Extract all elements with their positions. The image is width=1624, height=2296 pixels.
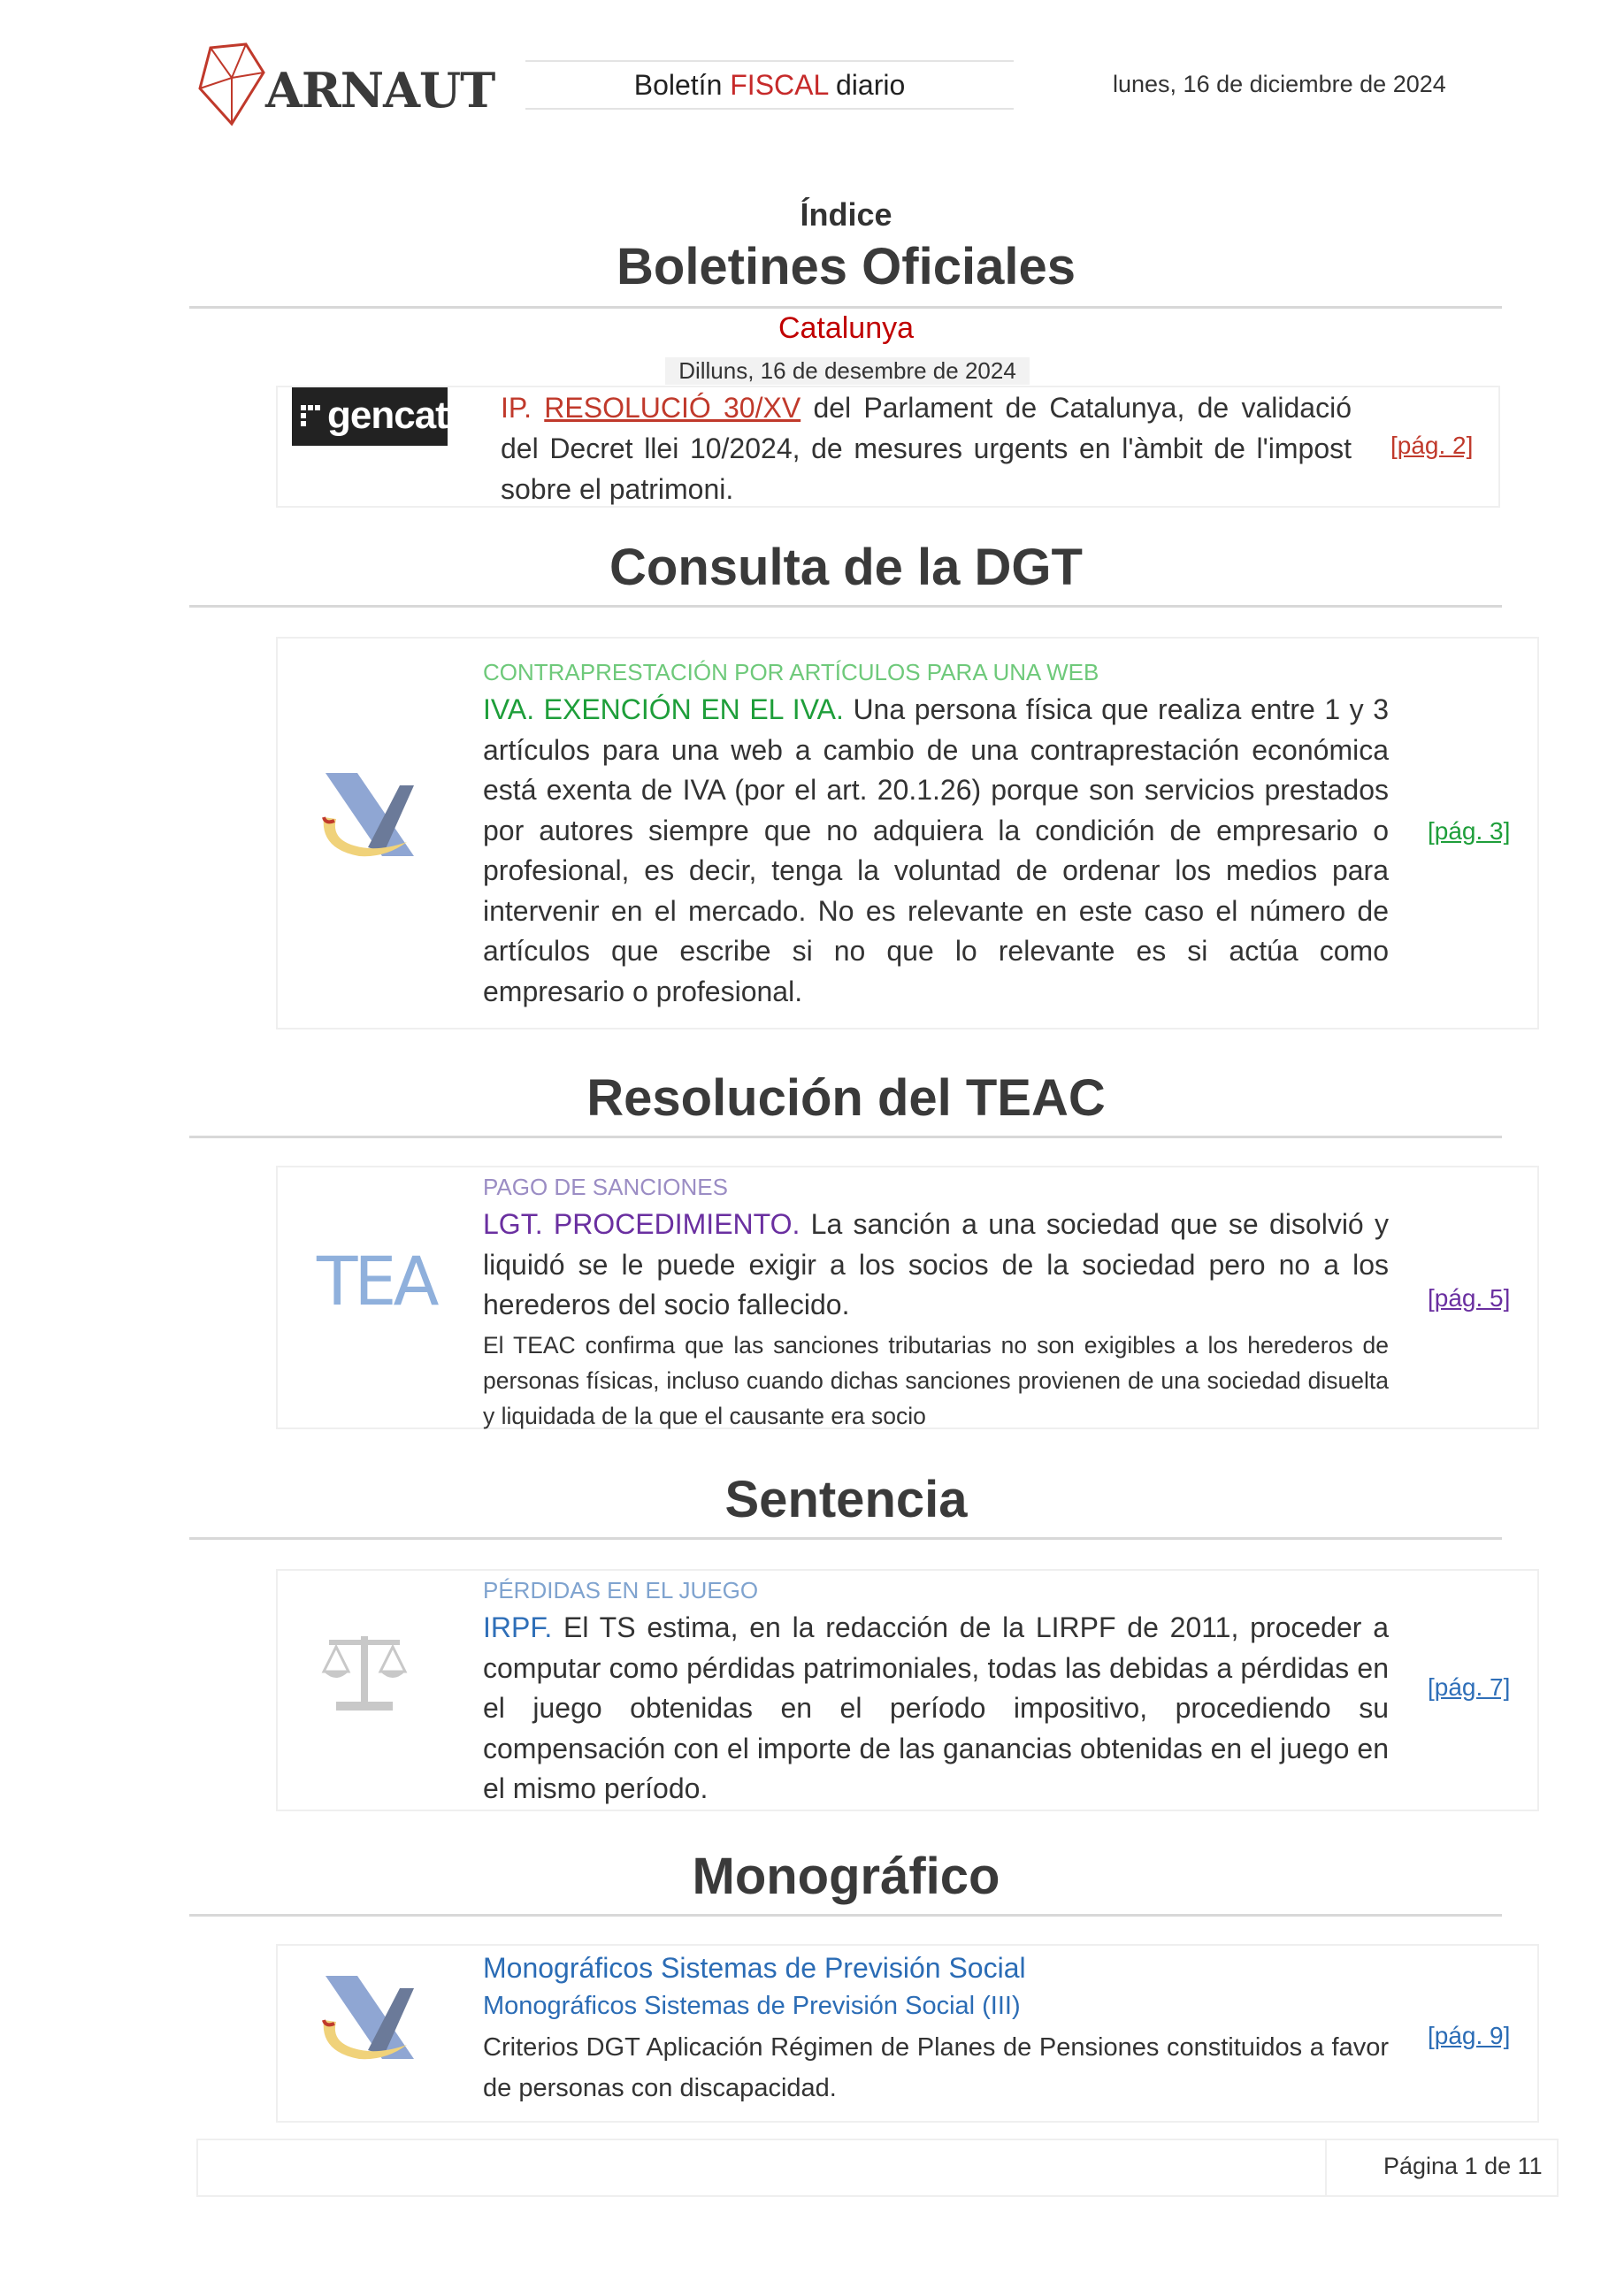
section-title-monografico: Monográfico (692, 1848, 1000, 1905)
section-title-sentencia: Sentencia (724, 1471, 968, 1528)
section-divider (189, 1537, 1502, 1540)
boletin-entry-text: IP. RESOLUCIÓ 30/XV del Parlament de Catalunya, de validació del Decret llei 10/2024, de mesures urgents en l'àmbit de l'impost sobre el patrimoni. (501, 392, 1352, 505)
footer (196, 2139, 1559, 2197)
section-divider (189, 1914, 1502, 1917)
dgt-tag: IVA. EXENCIÓN EN EL IVA. (483, 693, 844, 725)
teac-tag: LGT. PROCEDIMIENTO. (483, 1208, 801, 1240)
section-divider (189, 306, 1502, 309)
arnaut-logo (196, 42, 495, 131)
sentencia-page-ref[interactable]: [pág. 7] (1428, 1673, 1511, 1701)
monografico-description: Criterios DGT Aplicación Régimen de Planes de Pensiones constituidos a favor de personas con discapacidad. (483, 2033, 1389, 2102)
brand-name: ARNAUT (265, 62, 495, 119)
section-title-teac: Resolución del TEAC (586, 1069, 1106, 1127)
dgt-entry-text: CONTRAPRESTACIÓN POR ARTÍCULOS PARA UNA WEB IVA. EXENCIÓN EN EL IVA. Una persona física que realiza entre 1 y 3 artículos para una web a cambio de una contraprestación económica está exenta de IVA (por el art. 20.1.26) porque son servicios prestados por autores siempre que no adquiera la condición de empresario o profesional, es decir, tenga la voluntad de ordenar los medios para intervenir en el mercado. No es relevante en este caso el número de artículos que escribe si no que lo relevante es si actúa como empresario o profesional. (483, 654, 1389, 1012)
page-number: Página 1 de 11 (1383, 2153, 1543, 2179)
bulletin-title: Boletín FISCAL diario (525, 60, 1014, 110)
aeat-logo-icon (315, 1971, 421, 2068)
region-label: Catalunya (778, 311, 915, 345)
dgt-page-ref[interactable]: [pág. 3] (1428, 817, 1511, 845)
teac-entry-text: PAGO DE SANCIONES LGT. PROCEDIMIENTO. La sanción a una sociedad que se disolvió y liquidó se le puede exigir a los socios de la sociedad pero no a los herederos del socio fallecido. El TEAC confirma que las sanciones tributarias no son exigibles a los herederos de personas físicas, incluso cuando dichas sanciones provienen de una sociedad disuelta y liquidada de la que el causante era socio (483, 1169, 1389, 1434)
boletin-tag: IP. (501, 392, 532, 424)
header-date: lunes, 16 de diciembre de 2024 (1113, 71, 1446, 97)
footer-divider (1325, 2140, 1327, 2195)
scales-icon (320, 1627, 409, 1716)
gencat-logo: gencat (292, 387, 448, 446)
teac-category: PAGO DE SANCIONES (483, 1174, 728, 1200)
aeat-logo-icon (315, 768, 421, 865)
monografico-subheading: Monográficos Sistemas de Previsión Social (III) (483, 1992, 1021, 2020)
teac-summary: El TEAC confirma que las sanciones tributarias no son exigibles a los herederos de personas físicas, incluso cuando dichas sanciones provienen de una sociedad disuelta y liquidada de la que el causante era socio (483, 1331, 1389, 1429)
bulletin-accent: FISCAL (730, 69, 829, 101)
dgt-category: CONTRAPRESTACIÓN POR ARTÍCULOS PARA UNA WEB (483, 659, 1099, 685)
region-date: Dilluns, 16 de desembre de 2024 (665, 357, 1030, 385)
section-divider (189, 605, 1502, 608)
section-divider (189, 1136, 1502, 1138)
sentencia-entry-text: PÉRDIDAS EN EL JUEGO IRPF. El TS estima, en la redacción de la LIRPF de 2011, proceder a computar como pérdidas patrimoniales, todas las debidas a pérdidas en el juego obtenidas en el período impositivo, procediendo su compensación con el importe de las ganancias obtenidas en el juego en el mismo período. (483, 1573, 1389, 1810)
monografico-page-ref[interactable]: [pág. 9] (1428, 2022, 1511, 2049)
boletin-page-ref[interactable]: [pág. 2] (1390, 432, 1474, 459)
section-title-boletines: Boletines Oficiales (617, 238, 1076, 295)
gencat-dots-icon (301, 405, 320, 428)
monografico-heading: Monográficos Sistemas de Previsión Social (483, 1952, 1026, 1984)
teac-page-ref[interactable]: [pág. 5] (1428, 1284, 1511, 1312)
index-label: Índice (800, 196, 892, 233)
monografico-entry-text (483, 1948, 1389, 2108)
resolucio-link[interactable]: RESOLUCIÓ 30/XV (544, 392, 801, 424)
section-title-dgt: Consulta de la DGT (609, 539, 1083, 596)
sentencia-category: PÉRDIDAS EN EL JUEGO (483, 1577, 759, 1603)
sentencia-tag: IRPF. (483, 1611, 553, 1643)
arnaut-gem-icon (196, 42, 267, 127)
tea-logo: TEA (317, 1242, 436, 1320)
